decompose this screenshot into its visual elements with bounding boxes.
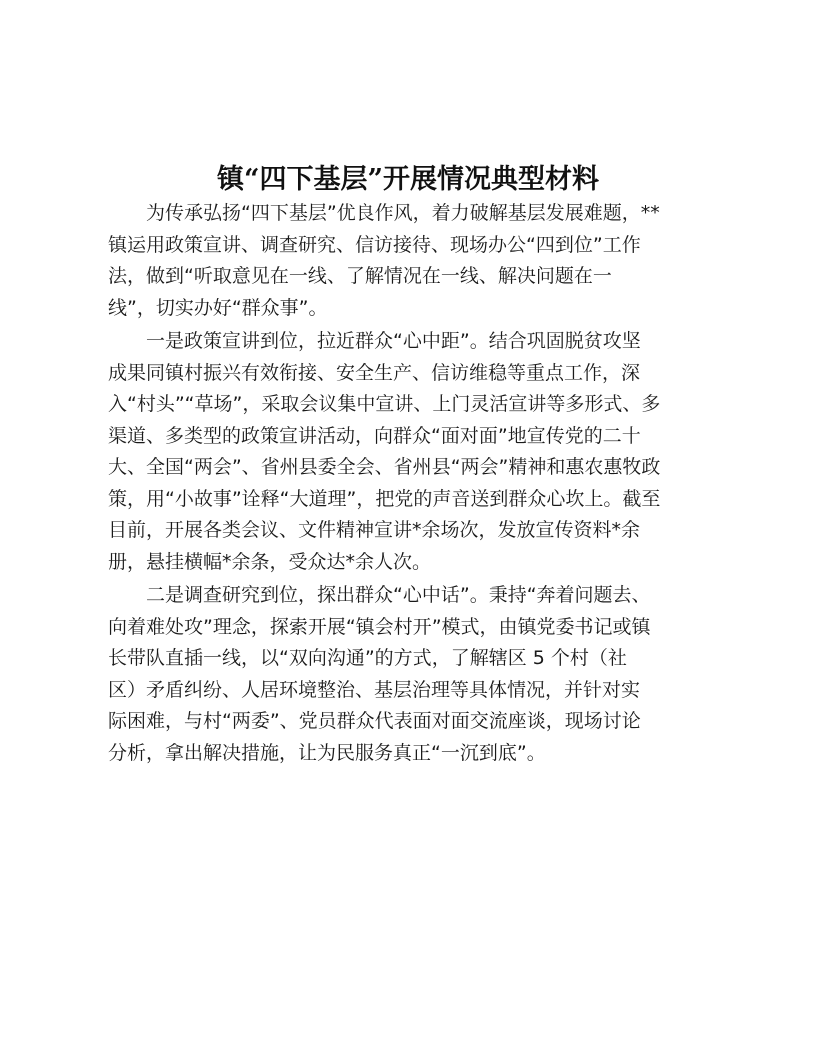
paragraph-line: 渠道、多类型的政策宣讲活动，向群众“面对面”地宣传党的二十 [108, 424, 641, 447]
document-title: 镇“四下基层”开展情况典型材料 [216, 164, 600, 196]
paragraph-line: 成果同镇村振兴有效衔接、安全生产、信访维稳等重点工作，深 [108, 361, 641, 384]
paragraph-line: 入“村头”“草场”，采取会议集中宣讲、上门灵活宣讲等多形式、多 [108, 393, 661, 415]
paragraph-research [108, 580, 708, 769]
paragraph-line: 际困难，与村“两委”、党员群众代表面对面交流座谈，现场讨论 [108, 710, 641, 732]
paragraph-line: 册，悬挂横幅*余条，受众达*余人次。 [108, 550, 432, 573]
paragraph-line: 镇运用政策宣讲、调查研究、信访接待、现场办公“四到位”工作 [108, 233, 641, 256]
paragraph-line: 大、全国“两会”、省州县委全会、省州县“两会”精神和惠农惠牧政 [108, 456, 661, 478]
paragraph-line: 策，用“小故事”诠释“大道理”，把党的声音送到群众心坎上。截至 [108, 487, 661, 510]
paragraph-line: 目前，开展各类会议、文件精神宣讲*余场次，发放宣传资料*余 [108, 519, 641, 541]
document-body [108, 198, 708, 769]
paragraph-policy-outreach [108, 326, 708, 578]
paragraph-line: 分析，拿出解决措施，让为民服务真正“一沉到底”。 [108, 741, 546, 764]
paragraph-line: 向着难处攻”理念，探索开展“镇会村开”模式，由镇党委书记或镇 [108, 615, 651, 638]
paragraph-line: 区）矛盾纠纷、人居环境整治、基层治理等具体情况，并针对实 [108, 678, 641, 701]
paragraph-line: 二是调查研究到位，探出群众“心中话”。秉持“奔着问题去、 [146, 584, 651, 606]
paragraph-intro [108, 198, 708, 324]
paragraph-line: 长带队直插一线，以“双向沟通”的方式，了解辖区 5 个村（社 [108, 647, 627, 669]
paragraph-line: 线”，切实办好“群众事”。 [108, 296, 328, 319]
paragraph-line: 法，做到“听取意见在一线、了解情况在一线、解决问题在一 [108, 265, 612, 287]
paragraph-line: 为传承弘扬“四下基层”优良作风，着力破解基层发展难题，** [146, 202, 660, 224]
paragraph-line: 一是政策宣讲到位，拉近群众“心中距”。结合巩固脱贫攻坚 [146, 330, 641, 352]
